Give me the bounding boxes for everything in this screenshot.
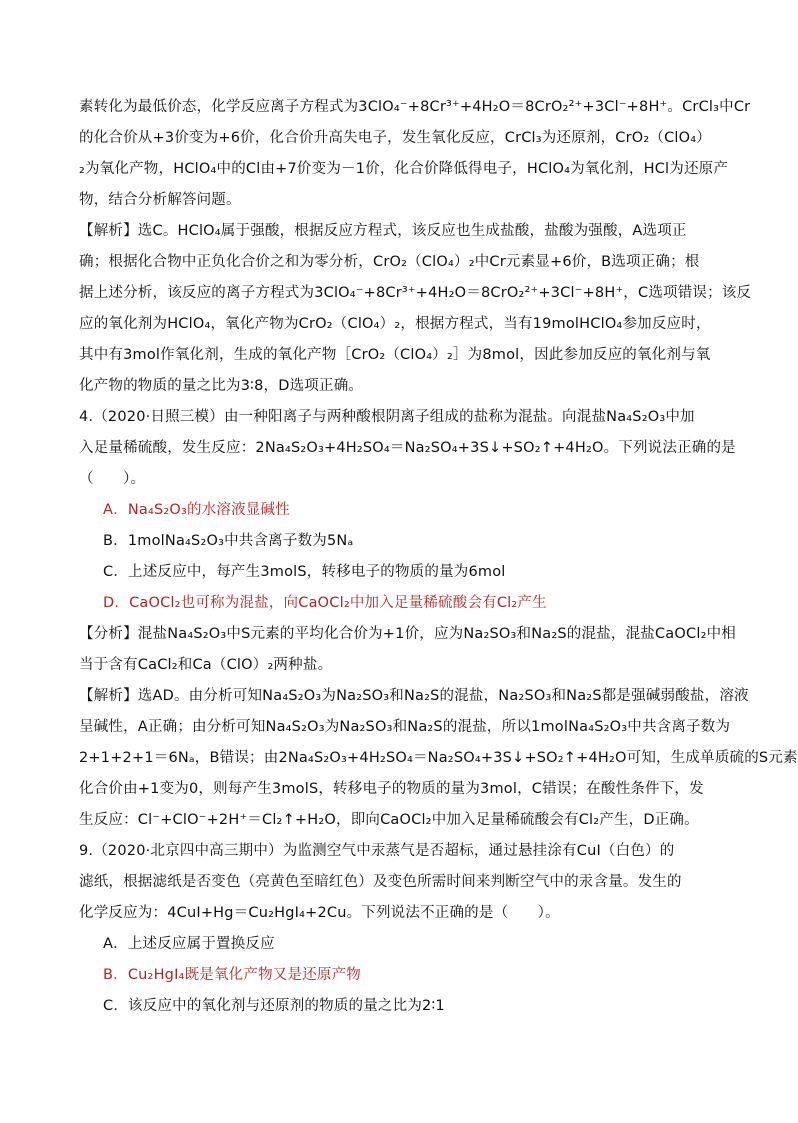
question-stem-line: 9.（2020·北京四中高三期中）为监测空气中汞蒸气是否超标，通过悬挂涂有CuI（白色）的: [79, 843, 675, 859]
question-stem-line: 4.（2020·日照三模）由一种阳离子与两种酸根阴离子组成的盐称为混盐。向混盐Na₄S₂O₃中加: [79, 409, 695, 425]
analysis-line: 应的氧化剂为HClO₄，氧化产物为CrO₂（ClO₄）₂，根据方程式，当有19molHClO₄参加反应时，: [79, 316, 711, 332]
question-stem-line: （ ）。: [79, 471, 146, 487]
analysis-line: 其中有3mol作氧化剂，生成的氧化产物［CrO₂（ClO₄）₂］为8mol，因此参加反应的氧化剂与氧: [79, 347, 711, 363]
text-line: 物，结合分析解答问题。: [79, 192, 241, 208]
analysis-line: 确；根据化合物中正负化合价之和为零分析，CrO₂（ClO₄）₂中Cr元素显+6价，B选项正确；根: [79, 254, 700, 270]
analysis-line: 【分析】混盐Na₄S₂O₃中S元素的平均化合价为+1价，应为Na₂SO₃和Na₂S的混盐，混盐CaOCl₂中相: [79, 626, 736, 642]
analysis-line: 【解析】选C。HClO₄属于强酸，根据反应方程式，该反应也生成盐酸，盐酸为强酸，A选项正: [79, 223, 687, 239]
question-stem-line: 滤纸，根据滤纸是否变色（亮黄色至暗红色）及变色所需时间来判断空气中的汞含量。发生的: [79, 874, 682, 890]
analysis-line: 化产物的物质的量之比为3∶8，D选项正确。: [79, 378, 364, 394]
solution-line: 2+1+2+1＝6Nₐ，B错误；由2Na₄S₂O₃+4H₂SO₄＝Na₂SO₄+3S↓+SO₂↑+4H₂O可知，生成单质硫的S元素: [79, 750, 798, 766]
option-a-correct: A．Na₄S₂O₃的水溶液显碱性: [103, 502, 290, 518]
option-c: C．该反应中的氧化剂与还原剂的物质的量之比为2∶1: [103, 998, 445, 1014]
solution-line: 【解析】选AD。由分析可知Na₄S₂O₃为Na₂SO₃和Na₂S的混盐，Na₂SO₃和Na₂S都是强碱弱酸盐，溶液: [79, 688, 749, 704]
question-stem-line: 化学反应为：4CuI+Hg＝Cu₂HgI₄+2Cu。下列说法不正确的是（ ）。: [79, 905, 560, 921]
option-b-correct: B．Cu₂HgI₄既是氧化产物又是还原产物: [103, 967, 361, 983]
option-a: A．上述反应属于置换反应: [103, 936, 275, 952]
document-content: [79, 92, 798, 1022]
text-line: 素转化为最低价态，化学反应离子方程式为3ClO₄⁻+8Cr³⁺+4H₂O＝8CrO₂²⁺+3Cl⁻+8H⁺。CrCl₃中Cr: [79, 99, 751, 115]
text-line: ₂为氧化产物，HClO₄中的Cl由+7价变为－1价，化合价降低得电子，HClO₄为氧化剂，HCl为还原产: [79, 161, 729, 177]
option-d-correct: D．CaOCl₂也可称为混盐，向CaOCl₂中加入足量稀硫酸会有Cl₂产生: [103, 595, 547, 611]
option-b: B．1molNa₄S₂O₃中共含离子数为5Nₐ: [103, 533, 354, 549]
text-line: 的化合价从+3价变为+6价，化合价升高失电子，发生氧化反应，CrCl₃为还原剂，CrO₂（ClO₄）: [79, 130, 711, 146]
solution-line: 化合价由+1变为0，则每产生3molS，转移电子的物质的量为3mol，C错误；在酸性条件下，发: [79, 781, 704, 797]
analysis-line: 当于含有CaCl₂和Ca（ClO）₂两种盐。: [79, 657, 333, 673]
option-c: C．上述反应中，每产生3molS，转移电子的物质的量为6mol: [103, 564, 506, 580]
analysis-line: 据上述分析，该反应的离子方程式为3ClO₄⁻+8Cr³⁺+4H₂O＝8CrO₂²⁺+3Cl⁻+8H⁺，C选项错误；该反: [79, 285, 752, 301]
question-stem-line: 入足量稀硫酸，发生反应：2Na₄S₂O₃+4H₂SO₄＝Na₂SO₄+3S↓+SO₂↑+4H₂O。下列说法正确的是: [79, 440, 736, 456]
solution-line: 生反应：Cl⁻+ClO⁻+2H⁺＝Cl₂↑+H₂O，即向CaOCl₂中加入足量稀硫酸会有Cl₂产生，D正确。: [79, 812, 699, 828]
solution-line: 呈碱性，A正确；由分析可知Na₄S₂O₃为Na₂SO₃和Na₂S的混盐，所以1molNa₄S₂O₃中共含离子数为: [79, 719, 731, 735]
